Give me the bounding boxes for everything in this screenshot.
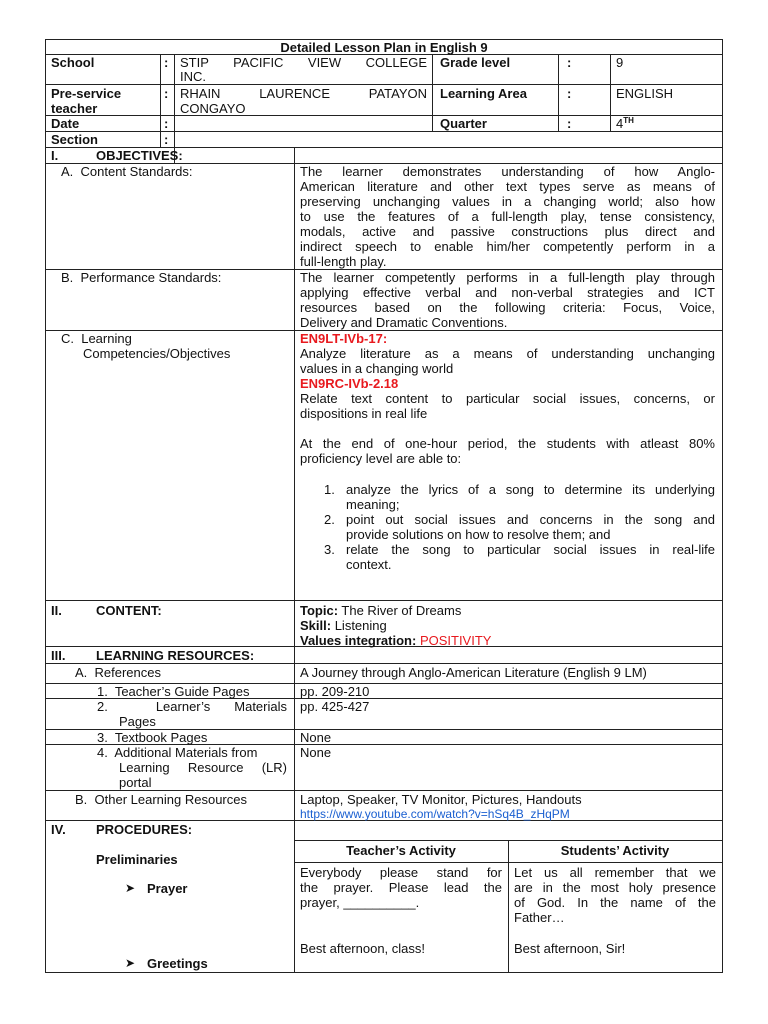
- teacher-colon: :: [164, 86, 169, 101]
- objectives-intro-line: proficiency level are able to:: [300, 451, 462, 466]
- content-standards-line: full-length play.: [300, 254, 387, 269]
- school-value-line1: STIP PACIFIC VIEW COLLEGE: [180, 55, 427, 70]
- list-item-line: context.: [346, 557, 392, 572]
- performance-standards-line: Delivery and Dramatic Conventions.: [300, 315, 508, 330]
- content-heading-number: II.: [51, 603, 62, 618]
- student-prayer-line: of God. In the name of the: [514, 895, 716, 910]
- topic-line: [300, 603, 461, 618]
- performance-standards-line: The learner competently performs in a full-length play through: [300, 270, 715, 285]
- area-label: Learning Area: [440, 86, 527, 101]
- competencies-label-line1: C. Learning: [61, 331, 132, 346]
- teacher-prayer-line: prayer, __________.: [300, 895, 420, 910]
- competency-2-line: dispositions in real life: [300, 406, 428, 421]
- references-label: A. References: [75, 665, 161, 680]
- competency-1-line: Analyze literature as a means of understanding unchanging: [300, 346, 715, 361]
- learners-materials-value: pp. 425-427: [300, 699, 370, 714]
- teacher-label-line1: Pre-service: [51, 86, 122, 101]
- objectives-intro-line: At the end of one-hour period, the students with atleast 80%: [300, 436, 715, 451]
- list-item-line: point out social issues and concerns in the song and: [346, 512, 715, 527]
- performance-standards-label: B. Performance Standards:: [61, 270, 222, 285]
- date-label: Date: [51, 116, 80, 131]
- date-colon: :: [164, 116, 169, 131]
- list-item-line: relate the song to particular social issues in real-life: [346, 542, 715, 557]
- learners-materials-label-line2: Pages: [119, 714, 156, 729]
- learners-materials-label-line1: 2. Learner’s Materials: [97, 699, 287, 714]
- additional-materials-label-line3: portal: [119, 775, 152, 790]
- student-activity-header: Students’ Activity: [560, 843, 670, 858]
- teacher-prayer-line: the prayer. Please lead the: [300, 880, 502, 895]
- student-greeting: Best afternoon, Sir!: [514, 941, 626, 956]
- list-item-line: meaning;: [346, 497, 400, 512]
- content-standards-line: modals, active and passive constructions plus direct and: [300, 224, 715, 239]
- teacher-label-line2: teacher: [51, 101, 98, 116]
- other-resources-label: B. Other Learning Resources: [75, 792, 247, 807]
- additional-materials-label-line1: 4. Additional Materials from: [97, 745, 258, 760]
- content-heading: CONTENT:: [96, 603, 162, 618]
- resources-heading-number: III.: [51, 648, 66, 663]
- competency-1-line: values in a changing world: [300, 361, 454, 376]
- values-label: Values integration:: [300, 633, 417, 648]
- teachers-guide-value: pp. 209-210: [300, 684, 370, 699]
- quarter-value: [616, 116, 634, 131]
- content-standards-line: to use the features of a full-length play, tense consistency,: [300, 209, 715, 224]
- references-value: A Journey through Anglo-American Literature (English 9 LM): [300, 665, 647, 680]
- student-prayer-line: Let us all remember that we: [514, 865, 716, 880]
- list-item-line: analyze the lyrics of a song to determine its underlying: [346, 482, 715, 497]
- skill-line: [300, 618, 387, 633]
- arrow-bullet-icon: ➤: [125, 881, 136, 895]
- grade-label: Grade level: [440, 55, 511, 70]
- student-prayer-line: Father…: [514, 910, 565, 925]
- area-colon: :: [567, 86, 572, 101]
- competencies-label-line2: Competencies/Objectives: [83, 346, 231, 361]
- topic-label: Topic:: [300, 603, 339, 618]
- additional-materials-value: None: [300, 745, 332, 760]
- teachers-guide-label: 1. Teacher’s Guide Pages: [97, 684, 250, 699]
- quarter-label: Quarter: [440, 116, 487, 131]
- quarter-number: 4: [616, 116, 624, 131]
- competency-code-1: EN9LT-IVb-17:: [300, 331, 388, 346]
- teacher-value-line1: RHAIN LAURENCE PATAYON: [180, 86, 427, 101]
- additional-materials-label-line2: Learning Resource (LR): [119, 760, 287, 775]
- grade-value: 9: [616, 55, 624, 70]
- procedures-heading: PROCEDURES:: [96, 822, 193, 837]
- list-item-number: 2.: [324, 512, 335, 527]
- list-item-line: provide solutions on how to resolve them; and: [346, 527, 611, 542]
- textbook-label: 3. Textbook Pages: [97, 730, 208, 745]
- content-standards-line: American literature and other text types serve as means of: [300, 179, 715, 194]
- school-colon: :: [164, 55, 169, 70]
- section-label: Section: [51, 132, 98, 147]
- values-line: [300, 633, 491, 648]
- procedures-heading-number: IV.: [51, 822, 66, 837]
- grade-colon: :: [567, 55, 572, 70]
- teacher-activity-header: Teacher’s Activity: [346, 843, 456, 858]
- school-label: School: [51, 55, 95, 70]
- values-value: POSITIVITY: [419, 633, 492, 648]
- skill-label: Skill:: [300, 618, 332, 633]
- quarter-colon: :: [567, 116, 572, 131]
- greetings-label: Greetings: [147, 956, 208, 971]
- content-standards-line: The learner demonstrates understanding of how Anglo-: [300, 164, 715, 179]
- other-resources-value: Laptop, Speaker, TV Monitor, Pictures, Handouts: [300, 792, 582, 807]
- objectives-heading-number: I.: [51, 148, 59, 163]
- student-prayer-line: are in the most holy presence: [514, 880, 716, 895]
- area-value: ENGLISH: [616, 86, 674, 101]
- page-title: Detailed Lesson Plan in English 9: [280, 40, 488, 55]
- content-standards-line: indirect speech to enable him/her competently perform in a: [300, 239, 715, 254]
- performance-standards-line: applying effective verbal and non-verbal strategies and ICT: [300, 285, 715, 300]
- performance-standards-line: resources based on the following criteria: Focus, Voice,: [300, 300, 715, 315]
- skill-value: Listening: [334, 618, 387, 633]
- list-item-number: 1.: [324, 482, 335, 497]
- arrow-bullet-icon: ➤: [125, 956, 136, 970]
- topic-value: The River of Dreams: [341, 603, 462, 618]
- resources-heading: LEARNING RESOURCES:: [96, 648, 255, 663]
- textbook-value: None: [300, 730, 332, 745]
- section-colon: :: [164, 132, 169, 147]
- content-standards-label: A. Content Standards:: [61, 164, 193, 179]
- competency-code-2: EN9RC-IVb-2.18: [300, 376, 399, 391]
- competency-2-line: Relate text content to particular social issues, concerns, or: [300, 391, 715, 406]
- teacher-greeting: Best afternoon, class!: [300, 941, 426, 956]
- objectives-heading: OBJECTIVES:: [96, 148, 183, 163]
- video-link[interactable]: https://www.youtube.com/watch?v=hSq4B_zHqPM: [300, 807, 570, 821]
- preliminaries-label: Preliminaries: [96, 852, 178, 867]
- prayer-label: Prayer: [147, 881, 188, 896]
- teacher-prayer-line: Everybody please stand for: [300, 865, 502, 880]
- teacher-value-line2: CONGAYO: [180, 101, 246, 116]
- content-standards-line: preserving unchanging values in a changing world; also how: [300, 194, 715, 209]
- school-value-line2: INC.: [180, 69, 206, 84]
- list-item-number: 3.: [324, 542, 335, 557]
- quarter-superscript: TH: [623, 116, 634, 125]
